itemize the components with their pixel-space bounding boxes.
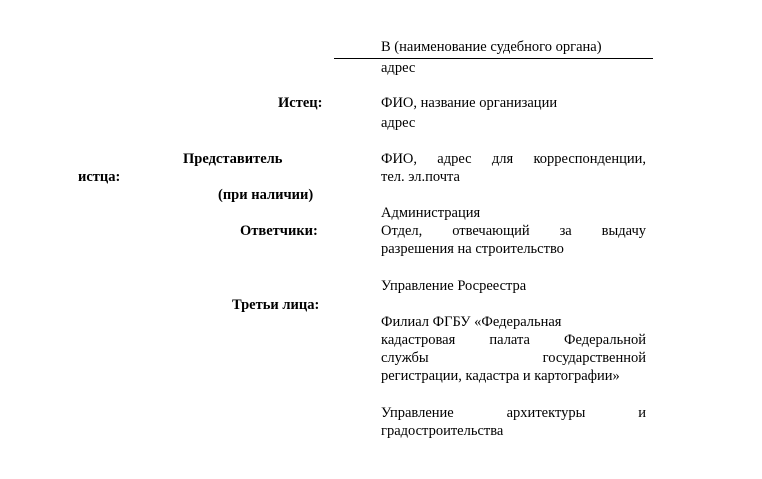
third-party-2-line4: регистрации, кадастра и картографии» xyxy=(381,368,620,384)
third-party-2-line1: Филиал ФГБУ «Федеральная xyxy=(381,314,562,330)
third-party-1: Управление Росреестра xyxy=(381,278,527,294)
third-parties-label: Третьи лица: xyxy=(232,297,320,313)
third-party-3-line2: градостроительства xyxy=(381,423,504,439)
third-party-3-line1: Управление архитектуры и xyxy=(381,405,646,421)
third-party-2-line3: службы государственной xyxy=(381,350,646,366)
court-address: адрес xyxy=(381,60,416,76)
representative-line2: тел. эл.почта xyxy=(381,169,460,185)
representative-line1: ФИО, адрес для корреспонденции, xyxy=(381,151,646,167)
representative-label-line3: (при наличии) xyxy=(218,187,314,203)
defendant-line3: разрешения на строительство xyxy=(381,241,564,257)
representative-label-line1: Представитель xyxy=(183,151,283,167)
court-name: В (наименование судебного органа) xyxy=(381,39,602,55)
third-party-2-line2: кадастровая палата Федеральной xyxy=(381,332,646,348)
defendants-label: Ответчики: xyxy=(240,223,318,239)
representative-label-line2: истца: xyxy=(78,169,121,185)
defendant-line1: Администрация xyxy=(381,205,481,221)
plaintiff-name: ФИО, название организации xyxy=(381,95,558,111)
defendant-line2: Отдел, отвечающий за выдачу xyxy=(381,223,646,239)
plaintiff-address: адрес xyxy=(381,115,416,131)
plaintiff-label: Истец: xyxy=(278,95,323,111)
